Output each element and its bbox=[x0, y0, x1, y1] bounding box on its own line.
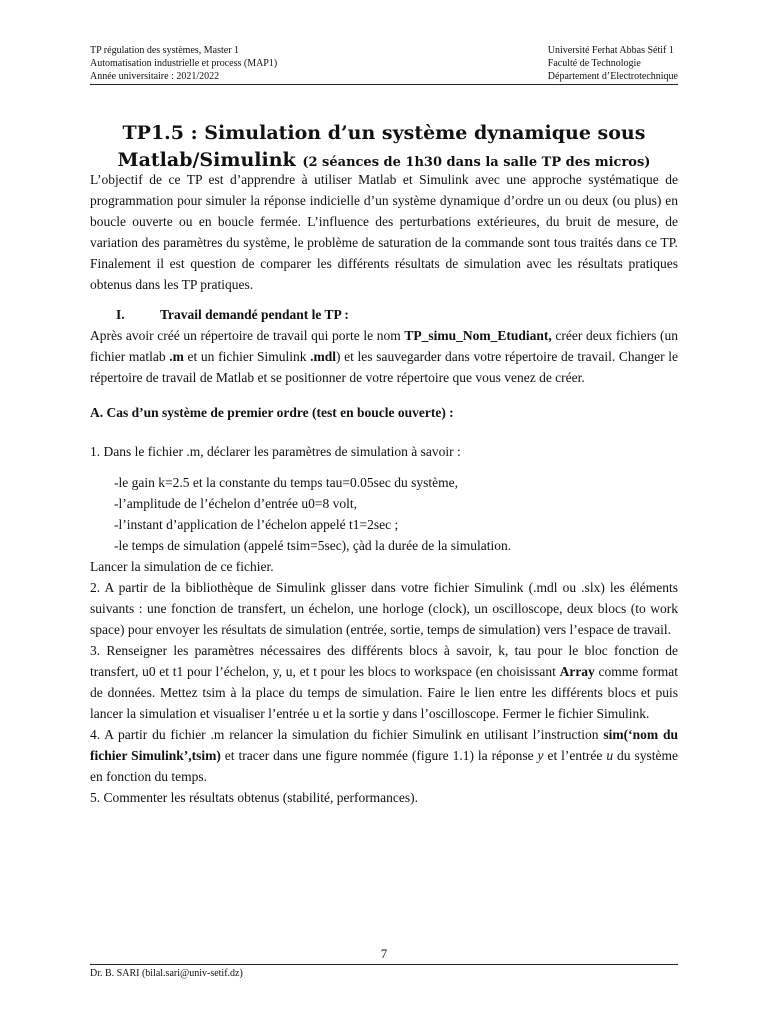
step-4 bbox=[90, 724, 678, 787]
text-run: et l’entrée bbox=[543, 748, 607, 763]
header-left bbox=[90, 44, 277, 83]
title-session-note: (2 séances de 1h30 dans la salle TP des micros) bbox=[302, 155, 651, 170]
workdir-paragraph bbox=[90, 325, 678, 388]
step-5: 5. Commenter les résultats obtenus (stabilité, performances). bbox=[90, 790, 419, 805]
header-year: Année universitaire : 2021/2022 bbox=[90, 71, 220, 82]
step-2: 2. A partir de la bibliothèque de Simulink glisser dans votre fichier Simulink (.mdl ou .slx) les éléments suivants : une fonction de transfert, un échelon, une horloge (clock), un oscilloscope, deux blocs (to work space) pour envoyer les résultats de simulation (entrée, sortie, temps de simulation) vers l’espace de travail. bbox=[90, 580, 678, 637]
output-variable: y bbox=[537, 748, 544, 763]
title-main: Matlab/Simulink bbox=[117, 149, 296, 171]
launch-instruction: Lancer la simulation de ce fichier. bbox=[90, 559, 274, 574]
text-run: créer deux fichiers (un fichier matlab bbox=[90, 328, 679, 364]
header-department: Département d’Electrotechnique bbox=[547, 71, 678, 82]
parameter-list bbox=[90, 472, 678, 556]
header-divider bbox=[90, 84, 678, 85]
page-number: 7 bbox=[380, 946, 388, 961]
title-line-1: TP1.5 : Simulation d’un système dynamique sous bbox=[122, 122, 646, 144]
sim-command: sim(‘nom du fichier Simulink’,tsim) bbox=[90, 727, 678, 763]
section-label: Travail demandé pendant le TP : bbox=[160, 307, 349, 322]
list-item: -le gain k=2.5 et la constante du temps tau=0.05sec du système, bbox=[114, 475, 459, 490]
array-keyword: Array bbox=[559, 664, 595, 679]
header-right bbox=[548, 44, 678, 83]
step-3 bbox=[90, 640, 678, 724]
list-item: -l’amplitude de l’échelon d’entrée u0=8 volt, bbox=[114, 496, 358, 511]
section-heading bbox=[90, 304, 678, 325]
footer-divider bbox=[90, 964, 678, 965]
text-run: et tracer dans une figure nommée (figure 1.1) la réponse bbox=[220, 748, 538, 763]
list-item: -l’instant d’application de l’échelon appelé t1=2sec ; bbox=[114, 517, 399, 532]
header-university: Université Ferhat Abbas Sétif 1 bbox=[547, 45, 674, 56]
text-run: du système en fonction du temps. bbox=[90, 748, 678, 784]
text-run: Après avoir créé un répertoire de travail qui porte le nom bbox=[90, 328, 405, 343]
folder-name: TP_simu_Nom_Etudiant, bbox=[404, 328, 552, 343]
step-1: 1. Dans le fichier .m, déclarer les paramètres de simulation à savoir : bbox=[90, 444, 461, 459]
header-faculty: Faculté de Technologie bbox=[547, 58, 641, 69]
text-run: 3. Renseigner les paramètres nécessaires des différents blocs à savoir, k, tau pour le bloc fonction de transfert, u0 et t1 pour l’échelon, y, u, et t pour les blocs to workspace (en choisissant bbox=[90, 643, 678, 679]
page-footer: Dr. B. SARI (bilal.sari@univ-setif.dz) bbox=[90, 968, 243, 979]
intro-paragraph: L’objectif de ce TP est d’apprendre à utiliser Matlab et Simulink avec une approche systématique de programmation pour simuler la réponse indicielle d’un système dynamique d’ordre un ou deux (ou plus) en boucle ouverte ou en boucle fermée. L’influence des perturbations extérieures, du bruit de mesure, de variation des paramètres du système, le problème de saturation de la commande sont tous traités dans ce TP. Finalement il est question de comparer les différents résultats de simulation avec les résultats pratiques obtenus dans les TP pratiques. bbox=[90, 172, 678, 292]
text-run: et un fichier Simulink bbox=[183, 349, 311, 364]
text-run: comme format de données. Mettez tsim à la place du temps de simulation. Faire le lien entre les différents blocs et puis lancer la simulation et visualiser l’entrée u et la sortie y dans l’oscilloscope. Fermer le fichier Simulink. bbox=[90, 664, 678, 721]
list-item: -le temps de simulation (appelé tsim=5sec), çàd la durée de la simulation. bbox=[114, 538, 512, 553]
text-run: ) et les sauvegarder dans votre répertoire de travail. Changer le répertoire de travail de Matlab et se positionner de votre répertoire que vous venez de créer. bbox=[90, 349, 678, 385]
subsection-a-heading: A. Cas d’un système de premier ordre (test en boucle ouverte) : bbox=[90, 405, 454, 420]
document-title bbox=[90, 120, 678, 176]
m-extension: .m bbox=[169, 349, 184, 364]
input-variable: u bbox=[606, 748, 614, 763]
page-header bbox=[90, 44, 678, 83]
header-course: TP régulation des systèmes, Master 1 bbox=[90, 45, 240, 56]
text-run: 4. A partir du fichier .m relancer la simulation du fichier Simulink en utilisant l’instruction bbox=[90, 727, 604, 742]
document-body bbox=[90, 169, 678, 808]
header-program: Automatisation industrielle et process (MAP1) bbox=[90, 58, 278, 69]
mdl-extension: .mdl bbox=[310, 349, 337, 364]
section-number: I. bbox=[116, 307, 125, 322]
